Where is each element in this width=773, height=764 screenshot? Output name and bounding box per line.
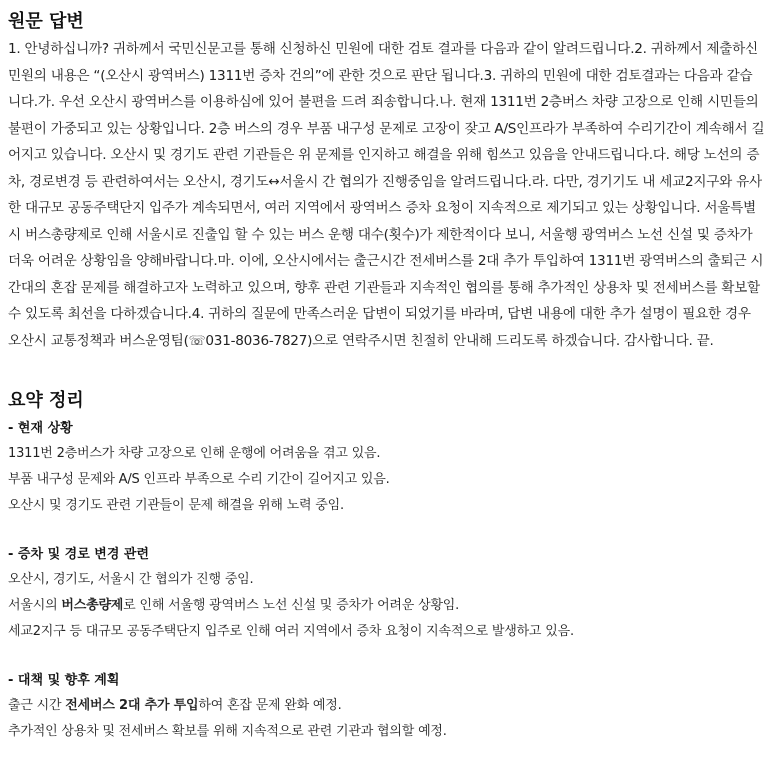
- section-heading-current-status: - 현재 상황: [8, 421, 73, 436]
- list-item: 세교2지구 등 대규모 공동주택단지 입주로 인해 여러 지역에서 증차 요청이 지속적으로 발생하고 있음.: [8, 624, 574, 639]
- list-item: 오산시 및 경기도 관련 기관들이 문제 해결을 위해 노력 중임.: [8, 498, 344, 513]
- section-route-change: [8, 543, 765, 645]
- original-answer-body: 1. 안녕하십니까? 귀하께서 국민신문고를 통해 신청하신 민원에 대한 검토 결과를 다음과 같이 알려드립니다.2. 귀하께서 제출하신 민원의 내용은 “(오산시 광역버스) 1311번 증차 건의”에 관한 것으로 판단 됩니다.3. 귀하의 민원에 대한 검토결과는 다음과 같습니다.가. 우선 오산시 광역버스를 이용하심에 있어 불편을 드려 죄송합니다.나. 현재 1311번 2층버스 차량 고장으로 인해 시민들의 불편이 가중되고 있는 상황입니다. 2층 버스의 경우 부품 내구성 문제로 고장이 잦고 A/S인프라가 부족하여 수리기간이 계속해서 길어지고 있습니다. 오산시 및 경기도 관련 기관들은 위 문제를 인지하고 해결을 위해 힘쓰고 있음을 안내드립니다.다. 해당 노선의 증차, 경로변경 등 관련하여서는 오산시, 경기도↔서울시 간 협의가 진행중임을 알려드립니다.라. 다만, 경기기도 내 세교2지구와 유사한 대규모 공동주택단지 입주가 계속되면서, 여러 지역에서 광역버스 증차 요청이 지속적으로 제기되고 있는 상황입니다. 서울특별시 버스총량제로 인해 서울시로 진출입 할 수 있는 버스 운행 대수(횟수)가 제한적이다 보니, 서울행 광역버스 노선 신설 및 증차가 더욱 어려운 상황임을 양해바랍니다.마. 이에, 오산시에서는 출근시간 전세버스를 2대 추가 투입하여 1311번 광역버스의 출퇴근 시간대의 혼잡 문제를 해결하고자 노력하고 있으며, 향후 관련 기관들과 지속적인 협의를 통해 추가적인 상용차 및 전세버스를 확보할 수 있도록 최선을 다하겠습니다.4. 귀하의 질문에 만족스러운 답변이 되었기를 바라며, 답변 내용에 대한 추가 설명이 필요한 경우 오산시 교통정책과 버스운영팀(☏031-8036-7827)으로 연락주시면 친절히 안내해 드리도록 하겠습니다. 감사합니다. 끝.: [8, 41, 765, 349]
- original-answer-heading: 원문 답변: [8, 11, 84, 32]
- list-item: 부품 내구성 문제와 A/S 인프라 부족으로 수리 기간이 길어지고 있음.: [8, 472, 390, 487]
- list-item: 추가적인 상용차 및 전세버스 확보를 위해 지속적으로 관련 기관과 협의할 예정.: [8, 724, 447, 739]
- list-item: 1311번 2층버스가 차량 고장으로 인해 운행에 어려움을 겪고 있음.: [8, 446, 381, 461]
- bold-text-segment: 버스총량제: [61, 598, 124, 613]
- section-heading-future-plan: - 대책 및 향후 계획: [8, 673, 120, 688]
- text-segment: 로 인해 서울행 광역버스 노선 신설 및 증차가 어려운 상황임.: [123, 598, 460, 613]
- section-current-status: [8, 417, 765, 519]
- bold-text-segment: 전세버스 2대 추가 투입: [65, 698, 199, 713]
- text-segment: 하여 혼잡 문제 완화 예정.: [198, 698, 342, 713]
- text-segment: 서울시의: [8, 598, 62, 613]
- list-item: 오산시, 경기도, 서울시 간 협의가 진행 중임.: [8, 572, 254, 587]
- list-item: [8, 593, 765, 619]
- text-segment: 출근 시간: [8, 698, 66, 713]
- list-item: [8, 693, 765, 719]
- summary-heading: 요약 정리: [8, 390, 84, 411]
- section-future-plan: [8, 669, 765, 745]
- section-heading-route-change: - 증차 및 경로 변경 관련: [8, 547, 150, 562]
